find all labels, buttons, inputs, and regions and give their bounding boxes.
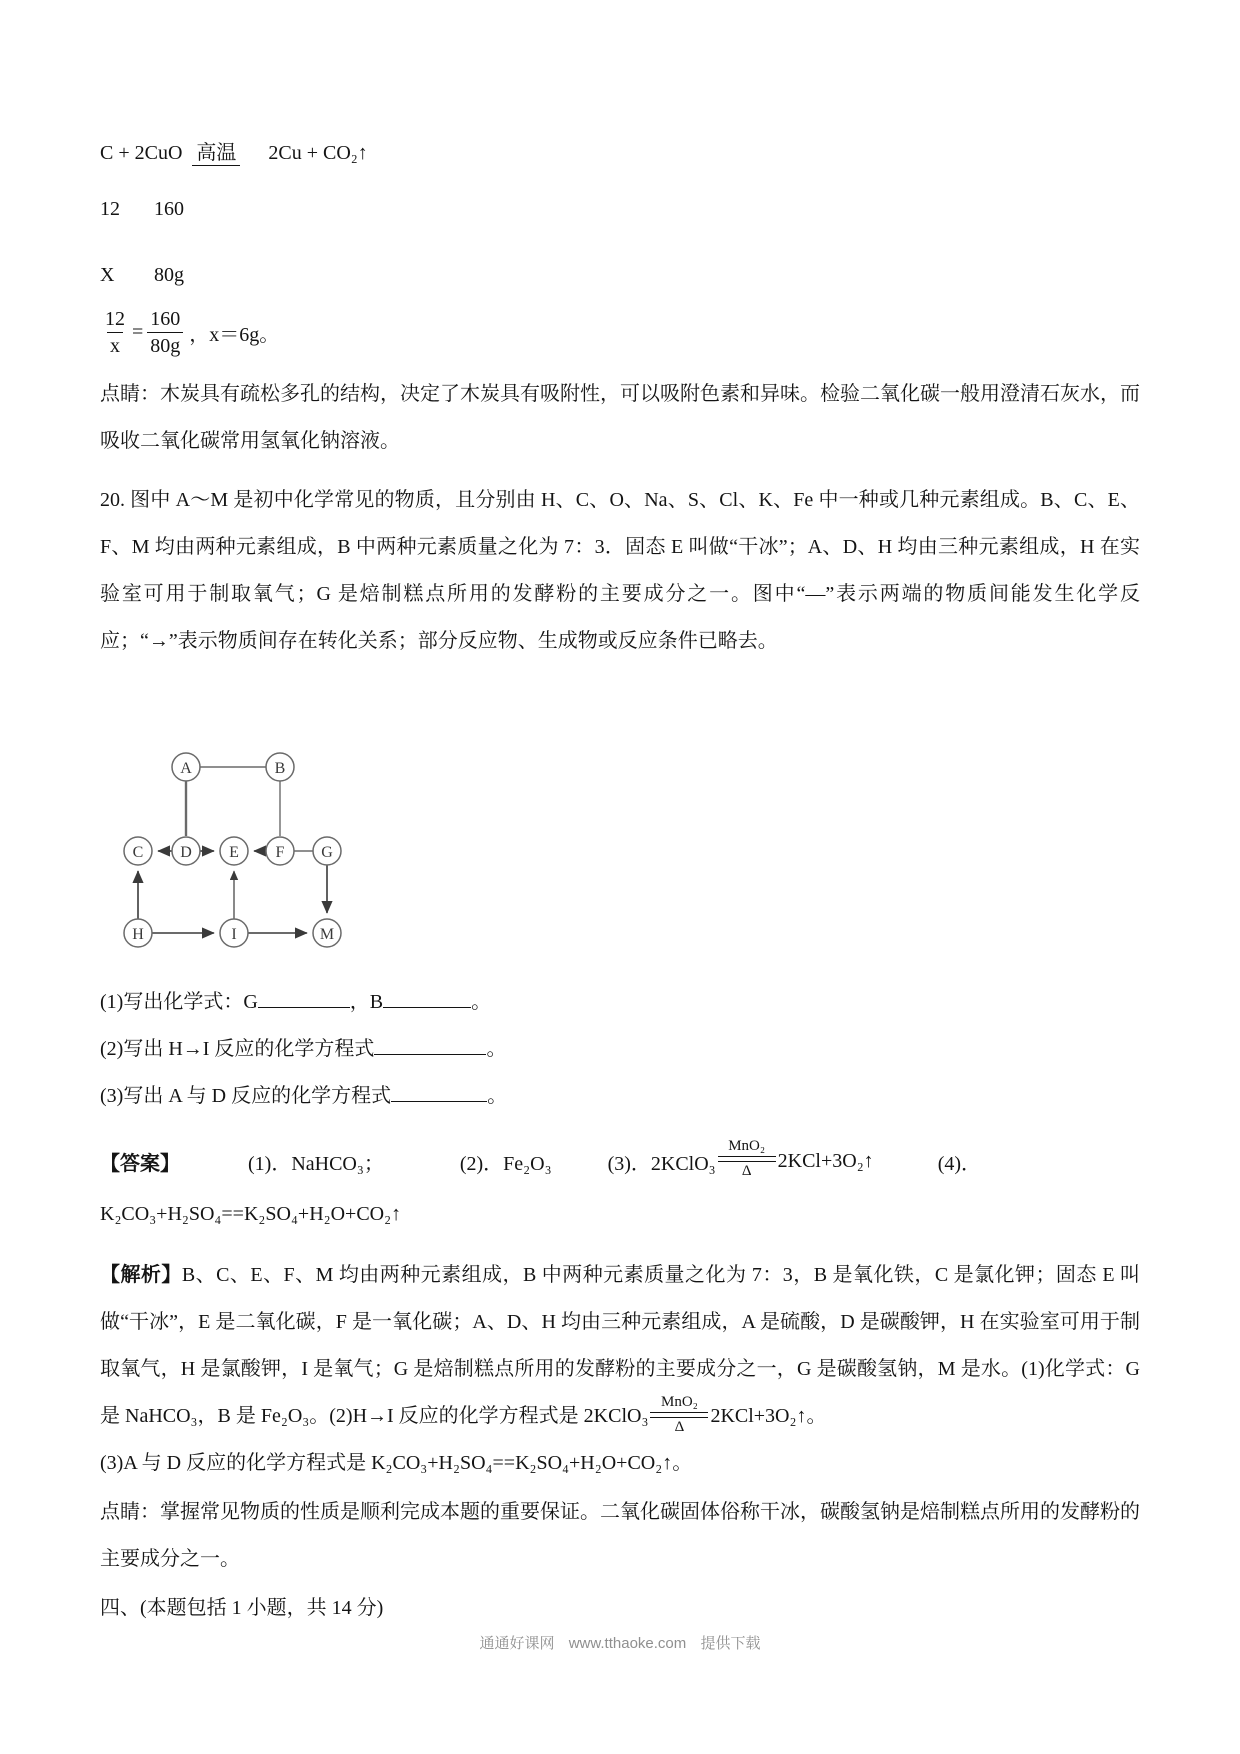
section-4-heading: 四、(本题包括 1 小题，共 14 分) <box>100 1596 384 1619</box>
chemical-equation-carbon-copper-oxide <box>100 138 1140 168</box>
analysis-catalyst-label: MnO₂ <box>660 1393 698 1410</box>
node-f <box>266 837 294 865</box>
tip-paragraph-1: 点睛：木炭具有疏松多孔的结构，决定了木炭具有吸附性，可以吸附色素和异味。检验二氧化碳一般用澄清石灰水，而吸收二氧化碳常用氢氧化钠溶液。 <box>100 383 1140 452</box>
node-d-label: D <box>180 844 192 861</box>
node-h <box>124 919 152 947</box>
sub-question-1 <box>100 979 1140 1026</box>
node-m <box>313 919 341 947</box>
sub-question-2 <box>100 1026 1140 1073</box>
fraction-left-numerator: 12 <box>105 308 125 330</box>
node-a-label: A <box>180 760 192 777</box>
answer-blank-b <box>383 986 471 1008</box>
analysis-line-3: (3)A 与 D 反应的化学方程式是 K₂CO₃+H₂SO₄==K₂SO₄+H₂O+CO₂↑。 <box>100 1451 693 1474</box>
answer-blank-h-i-equation <box>374 1033 486 1055</box>
analysis-double-equals-line <box>650 1412 708 1418</box>
fraction-right <box>147 306 183 359</box>
mass-molar-cuo: 160 <box>154 198 184 220</box>
sub-question-1-text: (1)写出化学式：G <box>100 991 258 1013</box>
analysis-catalyst-stack <box>650 1394 708 1437</box>
answer-part-1: (1)．NaHCO₃； <box>248 1152 384 1175</box>
substance-relationship-diagram <box>112 675 1140 965</box>
fraction-left-denominator: x <box>107 332 123 359</box>
fraction-right-denominator: 80g <box>147 332 183 359</box>
mass-row-given <box>100 260 1140 290</box>
fraction-right-numerator: 160 <box>150 308 181 330</box>
mass-given-cuo: 80g <box>154 264 184 286</box>
node-e-label: E <box>229 844 239 861</box>
analysis-delta-label: Δ <box>674 1418 685 1435</box>
answer-blank-a-d-equation <box>391 1080 487 1102</box>
mass-molar-c: 12 <box>100 198 120 220</box>
node-f-label: F <box>275 844 285 861</box>
sub-question-3-text: (3)写出 A 与 D 反应的化学方程式 <box>100 1085 392 1107</box>
analysis-text-2: 2KCl+3O₂↑。 <box>710 1404 827 1427</box>
page-footer <box>0 1632 1240 1653</box>
footer-suffix: 提供下载 <box>700 1635 761 1652</box>
mass-given-x: X <box>100 264 115 286</box>
double-equals-line <box>718 1156 776 1162</box>
equation-condition-underlined: 高温 <box>192 142 240 166</box>
equation-rhs: 2Cu + CO₂↑ <box>268 142 368 164</box>
answer-blank-g <box>258 986 350 1008</box>
equals-sign: = <box>132 321 144 343</box>
node-i <box>220 919 248 947</box>
answer-part-3-reactant: (3)．2KClO₃ <box>607 1152 716 1175</box>
node-g <box>313 837 341 865</box>
delta-label: Δ <box>741 1163 752 1180</box>
node-b-label: B <box>274 760 286 777</box>
answer-part-2: (2)．Fe₂O₃ <box>459 1152 552 1175</box>
proportion-result: ，x＝6g。 <box>189 324 280 346</box>
sub-question-3-end: 。 <box>487 1085 508 1107</box>
answer-part-3 <box>608 1140 874 1183</box>
footer-url: www.tthaoke.com <box>568 1635 687 1652</box>
sub-question-1-mid: ，B <box>349 991 384 1013</box>
footer-site-name: 通通好课网 <box>479 1635 555 1652</box>
answer-label: 【答案】 <box>100 1152 180 1175</box>
fraction-left <box>102 306 128 359</box>
node-g-label: G <box>321 844 333 861</box>
analysis-section <box>100 1252 1140 1440</box>
sub-question-2-text: (2)写出 H→I 反应的化学方程式 <box>100 1038 375 1060</box>
proportion-equation <box>102 306 1140 359</box>
tip-paragraph-2: 点睛：掌握常见物质的性质是顺利完成本题的重要保证。二氧化碳固体俗称干冰，碳酸氢钠是焙制糕点所用的发酵粉的主要成分之一。 <box>100 1500 1140 1570</box>
answer-part-3-product: 2KCl+3O₂↑ <box>777 1149 874 1172</box>
node-e <box>220 837 248 865</box>
sub-question-2-end: 。 <box>486 1038 507 1060</box>
catalyst-label: MnO₂ <box>728 1138 766 1154</box>
node-i-label: I <box>231 926 237 943</box>
mass-row-molar <box>100 194 1140 224</box>
sub-question-1-end: 。 <box>471 991 492 1013</box>
answer-section <box>100 1140 1140 1183</box>
equation-lhs: C + 2CuO <box>100 142 183 164</box>
node-b <box>266 753 294 781</box>
catalyst-condition-stack <box>718 1138 776 1181</box>
node-c <box>124 837 152 865</box>
node-h-label: H <box>132 926 144 943</box>
analysis-text-1: B、C、E、F、M 均由两种元素组成，B 中两种元素质量之化为 7：3，B 是氧化铁，C 是氯化钾；固态 E 叫做“干冰”，E 是二氧化碳，F 是一氧化碳；A、D、H 均由三种元素组成，A 是硫酸，D 是碳酸钾，H 在实验室可用于制取氧气，H 是氯酸钾，I 是氧气；G 是焙制糕点所用的发酵粉的主要成分之一，G 是碳酸氢钠，M 是水。(1)化学式：G 是 NaHCO₃，B 是 Fe₂O₃。(2)H→I 反应的化学方程式是 2KClO₃ <box>100 1263 1141 1427</box>
answer-equation-line: K₂CO₃+H₂SO₄==K₂SO₄+H₂O+CO₂↑ <box>100 1202 402 1225</box>
answer-part-4: (4)． <box>937 1152 982 1175</box>
question-20-stem: 20. 图中 A～M 是初中化学常见的物质，且分别由 H、C、O、Na、S、Cl、K、Fe 中一种或几种元素组成。B、C、E、F、M 均由两种元素组成，B 中两种元素质量之化为 7：3．固态 E 叫做“干冰”；A、D、H 均由三种元素组成，H 在实验室可用于制取氧气；G 是焙制糕点所用的发酵粉的主要成分之一。图中“—”表示两端的物质间能发生化学反应；“→”表示物质间存在转化关系；部分反应物、生成物或反应条件已略去。 <box>100 489 1140 652</box>
node-c-label: C <box>132 844 144 861</box>
node-m-label: M <box>319 926 335 943</box>
node-a <box>172 753 200 781</box>
node-d <box>172 837 200 865</box>
sub-question-3 <box>100 1073 1140 1120</box>
analysis-label: 【解析】 <box>100 1263 182 1286</box>
